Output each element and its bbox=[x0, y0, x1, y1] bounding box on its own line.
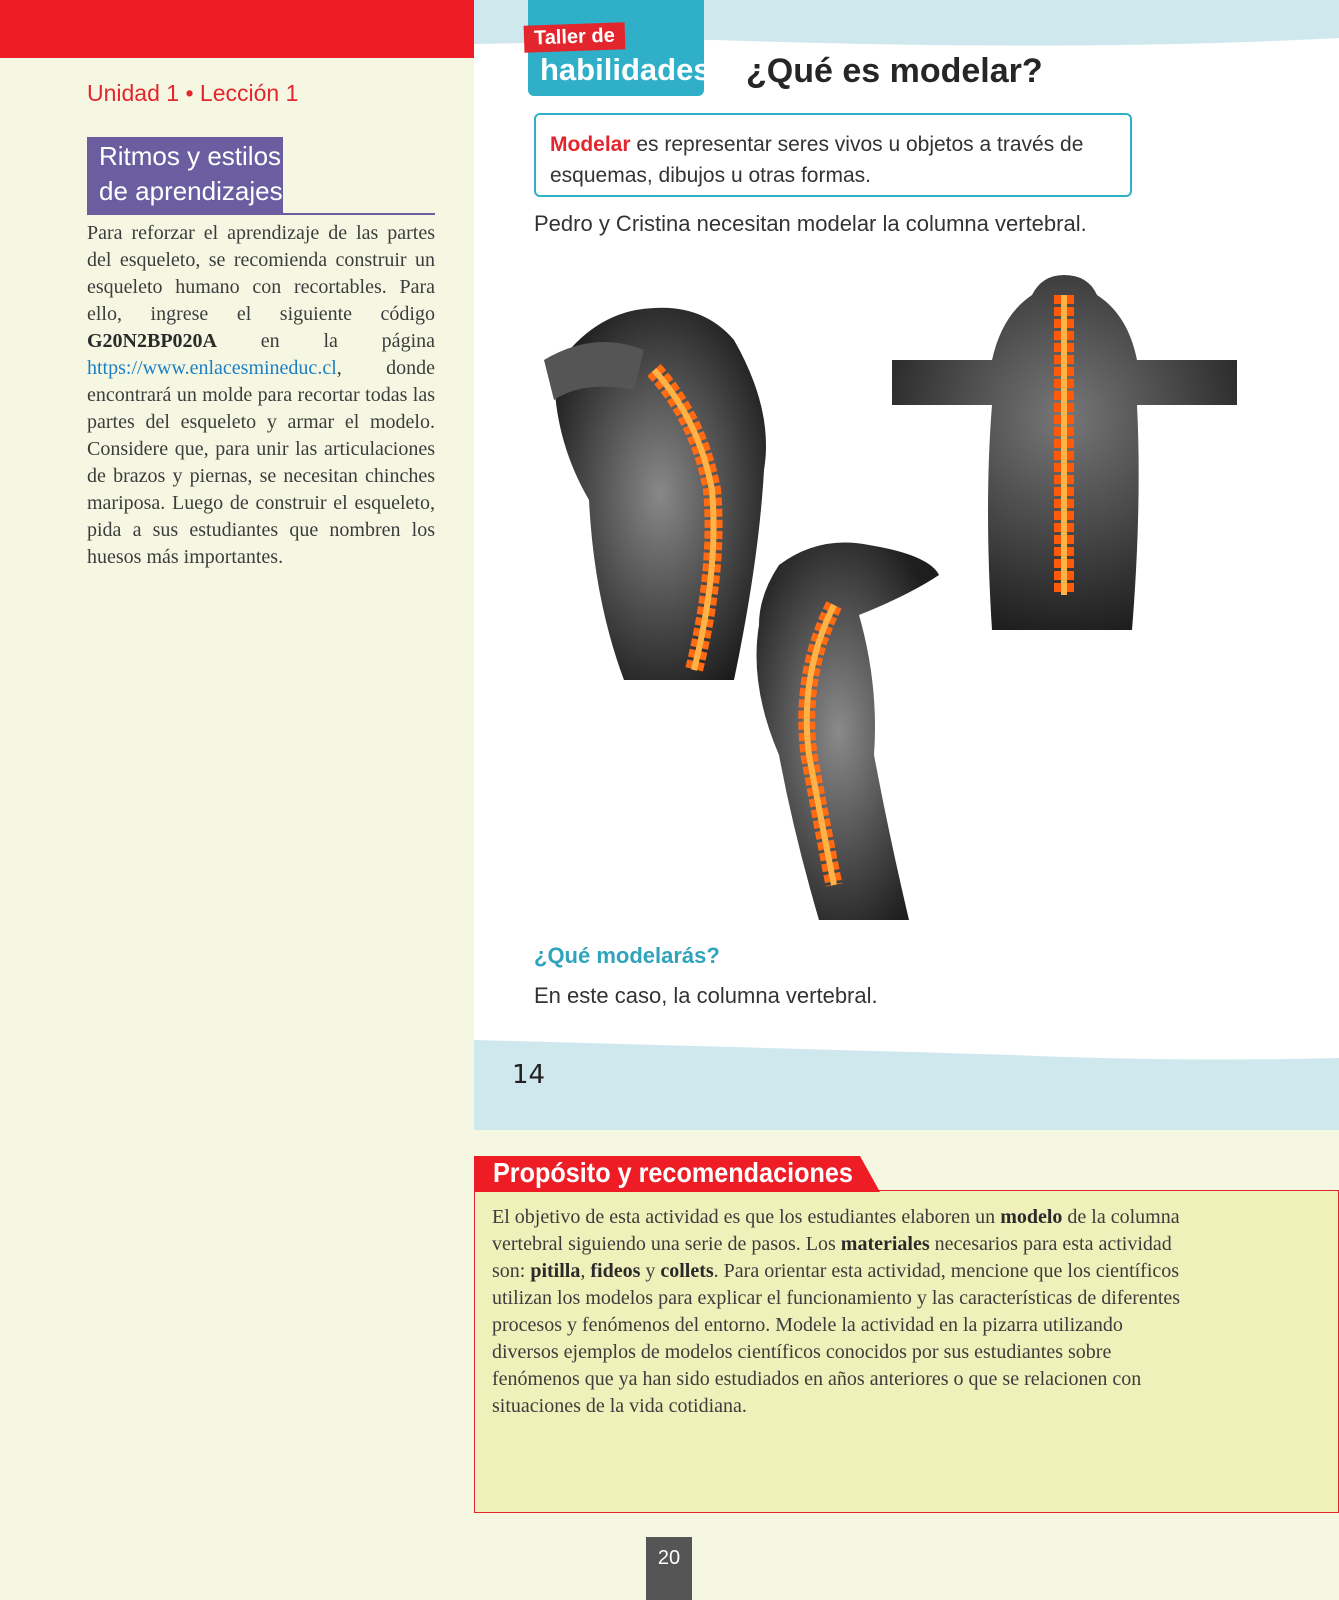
learning-styles-heading bbox=[87, 137, 283, 213]
purpose-text-part: necesarios para esta actividad son: bbox=[492, 1233, 1172, 1282]
book-page-number: 14 bbox=[512, 1060, 546, 1090]
book-page-title: ¿Qué es modelar? bbox=[746, 52, 1043, 90]
header-red-band bbox=[0, 0, 474, 58]
side-text-part2: en la página bbox=[217, 330, 435, 352]
learning-styles-heading-line1: Ritmos y estilos bbox=[99, 141, 282, 171]
side-text-part1: Para reforzar el aprendizaje de las partes del esqueleto, se recomienda construir un esqueleto humano con recortables. Para ello, ingrese el siguiente código bbox=[87, 222, 435, 325]
definition-text: es representar seres vivos u objetos a través de esquemas, dibujos u otras formas. bbox=[550, 133, 1084, 187]
purpose-text-part: de la columna vertebral siguiendo una serie de pasos. Los bbox=[492, 1206, 1180, 1255]
unit-lesson-label: Unidad 1 • Lección 1 bbox=[87, 80, 299, 106]
guide-page-number: 20 bbox=[646, 1537, 692, 1600]
definition-box bbox=[534, 113, 1132, 197]
badge-main-label: habilidades bbox=[540, 52, 711, 87]
purpose-keyword: collets bbox=[660, 1260, 714, 1282]
access-code: G20N2BP020A bbox=[87, 330, 217, 352]
intro-sentence: Pedro y Cristina necesitan modelar la columna vertebral. bbox=[534, 211, 1087, 236]
learning-styles-heading-line2: de aprendizajes bbox=[99, 176, 283, 206]
what-will-you-model-answer: En este caso, la columna vertebral. bbox=[534, 983, 878, 1008]
side-text-part3: , donde encontrará un molde para recortar todas las partes del esqueleto y armar el modelo. Considere que, para unir las articulaciones de brazos y piernas, se necesitan chinches mariposa. Luego de construir el esqueleto, pida a sus estudiantes que nombren los huesos más importantes. bbox=[87, 357, 435, 568]
student-book-page bbox=[474, 0, 1339, 1130]
purpose-text-part: El objetivo de esta actividad es que los estudiantes elaboren un bbox=[492, 1206, 1001, 1228]
purpose-text-part: y bbox=[640, 1260, 661, 1282]
purpose-keyword: modelo bbox=[1000, 1206, 1063, 1228]
enlaces-link[interactable]: https://www.enlacesmineduc.cl bbox=[87, 357, 337, 379]
purpose-title: Propósito y recomendaciones bbox=[493, 1157, 853, 1188]
purpose-text-part: . Para orientar esta actividad, mencione que los científicos utilizan los modelos para explicar el funcionamiento y las características de diferentes procesos y fenómenos del entorno. Modele la actividad en la pizarra utilizando diversos ejemplos de modelos científicos conocidos por sus estudiantes sobre fenómenos que ya han sido estudiados en años anteriores o que se relacionen con situaciones de la vida cotidiana. bbox=[492, 1260, 1181, 1417]
purpose-keyword: materiales bbox=[840, 1233, 930, 1255]
purpose-keyword: pitilla bbox=[530, 1260, 581, 1282]
badge-top-label: Taller de bbox=[524, 22, 626, 53]
learning-styles-text bbox=[87, 220, 435, 571]
purpose-text-part: , bbox=[580, 1260, 591, 1282]
spine-figure-lean-view bbox=[739, 535, 984, 920]
purpose-keyword: fideos bbox=[590, 1260, 641, 1282]
purpose-text bbox=[492, 1204, 1192, 1420]
what-will-you-model-heading: ¿Qué modelarás? bbox=[534, 943, 720, 968]
definition-keyword: Modelar bbox=[550, 133, 631, 156]
heading-rule bbox=[87, 213, 435, 215]
